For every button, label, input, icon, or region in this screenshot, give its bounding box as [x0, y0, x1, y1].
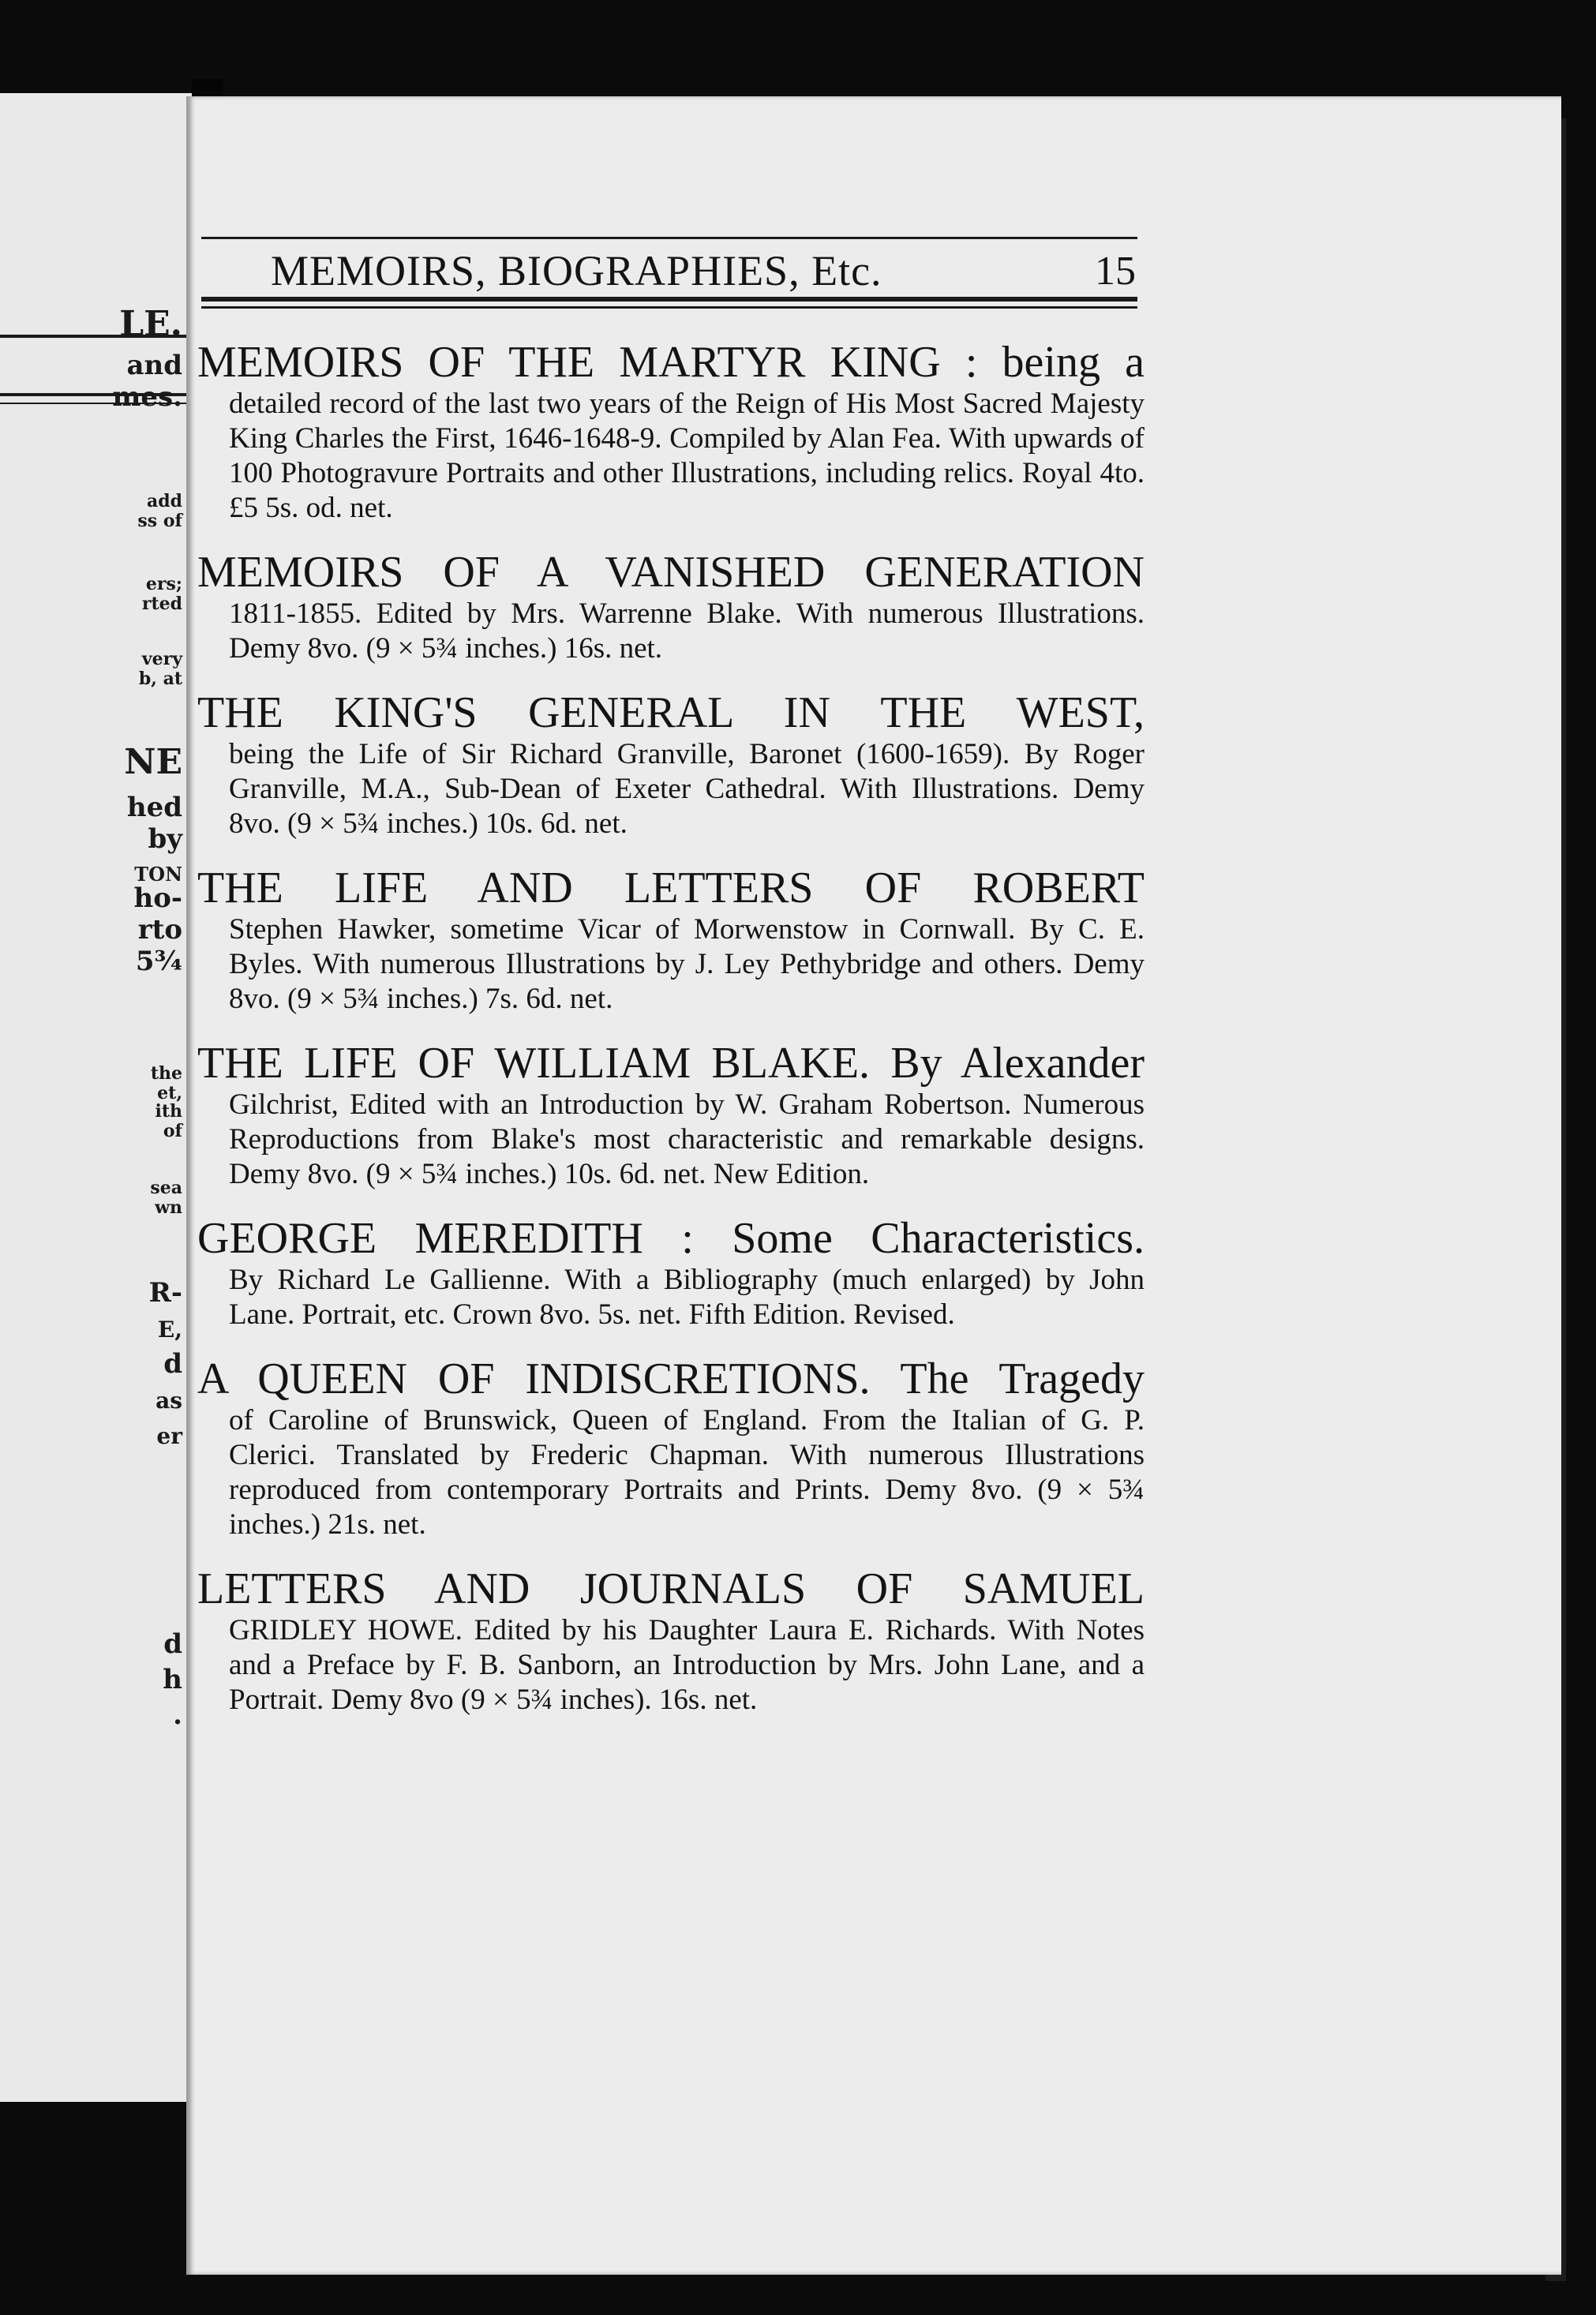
prev-page-text: rto [137, 913, 182, 946]
entry-description: Stephen Hawker, sometime Vicar of Morwenstow in Cornwall. By C. E. Byles. With numerous Illustrations by J. Ley Pethybridge and others. Demy 8vo. (9 × 5¾ inches.) 7s. 6d. net. [229, 913, 1145, 1015]
prev-page-text: by [148, 822, 182, 855]
entry-title: A QUEEN OF INDISCRETIONS. The Tragedy [197, 1354, 1145, 1403]
prev-page-text: sea [150, 1178, 182, 1199]
list-item [197, 1564, 1145, 1718]
entry-title: GEORGE MEREDITH : Some Characteristics. [197, 1214, 1145, 1263]
entry-title: MEMOIRS OF A VANISHED GENERATION [197, 548, 1145, 597]
prev-page-text: 5¾ [135, 945, 182, 977]
entry-description: of Caroline of Brunswick, Queen of England. From the Italian of G. P. Clerici. Translated by Frederic Chapman. With numerous Illustrations reproduced from contemporary Portraits and Prints. Demy 8vo. (9 × 5¾ inches.) 21s. net. [229, 1404, 1145, 1541]
prev-page-text: wn [155, 1197, 182, 1219]
header-title: MEMOIRS, BIOGRAPHIES, Etc. [271, 247, 882, 294]
entry-description: Gilchrist, Edited with an Introduction by W. Graham Robertson. Numerous Reproductions from Blake's most characteristic and remarkable designs. Demy 8vo. (9 × 5¾ inches.) 10s. 6d. net. New Edition. [229, 1088, 1145, 1190]
prev-page-text: add [146, 491, 182, 512]
prev-page-text: . [173, 1699, 182, 1731]
entry-description: 1811-1855. Edited by Mrs. Warrenne Blake. With numerous Illustrations. Demy 8vo. (9 × 5¾ inches.) 16s. net. [229, 597, 1145, 665]
prev-page-text: E, [157, 1316, 182, 1343]
book-list [197, 338, 1145, 1740]
prev-page-text: ho- [133, 882, 182, 914]
entry-description: GRIDLEY HOWE. Edited by his Daughter Laura E. Richards. With Notes and a Preface by F. B. Sanborn, an Introduction by Mrs. John Lane, and a Portrait. Demy 8vo (9 × 5¾ inches). 16s. net. [229, 1614, 1145, 1716]
list-item [197, 1039, 1145, 1192]
prev-page-text: the [150, 1063, 182, 1084]
prev-page-text: NE [124, 741, 182, 782]
list-item [197, 688, 1145, 841]
page-number: 15 [1095, 249, 1136, 294]
entry-description: By Richard Le Gallienne. With a Bibliography (much enlarged) by John Lane. Portrait, etc. Crown 8vo. 5s. net. Fifth Edition. Revised. [229, 1264, 1145, 1331]
header-rule-bottom-thin [201, 306, 1137, 309]
prev-page-text: ss of [137, 511, 182, 532]
previous-page-fragment [0, 93, 192, 2102]
entry-title: MEMOIRS OF THE MARTYR KING : being a [197, 338, 1145, 387]
entry-title: LETTERS AND JOURNALS OF SAMUEL [197, 1564, 1145, 1613]
list-item [197, 863, 1145, 1017]
prev-page-text: as [155, 1387, 182, 1414]
entry-title: THE KING'S GENERAL IN THE WEST, [197, 688, 1145, 737]
prev-page-text: hed [126, 791, 182, 823]
prev-page-text: h [163, 1663, 182, 1695]
entry-title: THE LIFE OF WILLIAM BLAKE. By Alexander [197, 1039, 1145, 1088]
list-item [197, 1214, 1145, 1332]
prev-page-text: d [163, 1628, 182, 1660]
header-rule-top [201, 237, 1137, 239]
prev-page-text: rted [141, 594, 182, 615]
prev-page-text: R- [148, 1276, 182, 1309]
entry-description: being the Life of Sir Richard Granville, Baronet (1600-1659). By Roger Granville, M.A., Sub-Dean of Exeter Cathedral. With Illustrations. Demy 8vo. (9 × 5¾ inches.) 10s. 6d. net. [229, 738, 1145, 840]
prev-page-text: b, at [138, 669, 182, 690]
prev-page-text: TON [134, 862, 182, 886]
prev-page-text: er [156, 1422, 182, 1449]
prev-page-text: et, [157, 1083, 182, 1104]
prev-page-text: mes. [112, 380, 182, 413]
list-item [197, 548, 1145, 666]
header-rule-bottom [201, 297, 1137, 302]
prev-page-text: of [163, 1121, 182, 1142]
prev-page-text: and [126, 349, 182, 381]
list-item [197, 1354, 1145, 1542]
prev-page-text: very [141, 649, 182, 670]
entry-description: detailed record of the last two years of the Reign of His Most Sacred Majesty King Charles the First, 1646-1648-9. Compiled by Alan Fea. With upwards of 100 Photogravure Portraits and other Illustrations, including relics. Royal 4to. £5 5s. od. net. [229, 388, 1145, 524]
prev-page-text: d [163, 1347, 182, 1380]
prev-page-text: ers; [145, 574, 182, 595]
prev-page-text: LE. [119, 303, 182, 344]
running-header [201, 237, 1137, 325]
list-item [197, 338, 1145, 526]
entry-title: THE LIFE AND LETTERS OF ROBERT [197, 863, 1145, 912]
prev-page-text: ith [155, 1101, 182, 1122]
